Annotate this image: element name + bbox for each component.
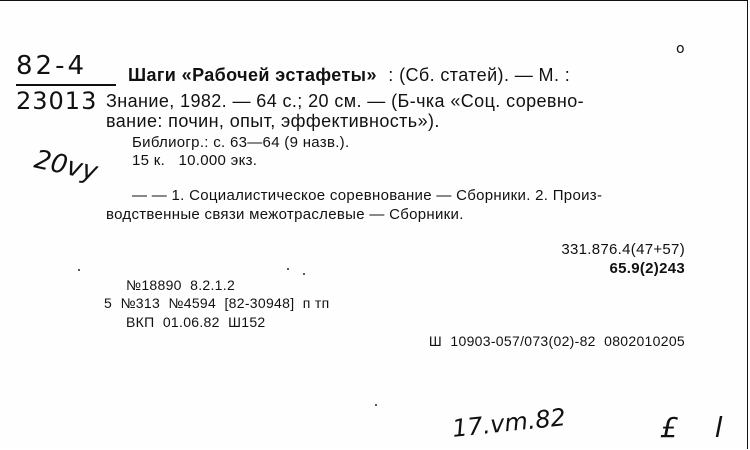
scan-speck	[287, 268, 289, 270]
scan-speck	[78, 269, 80, 271]
service-line-1: №18890 8.2.1.2	[126, 277, 236, 293]
handwritten-marginal-note: 20vy	[31, 144, 101, 188]
handwritten-initials: £ l	[660, 411, 737, 444]
entry-imprint-line: Знание, 1982. — 64 с.; 20 см. — (Б-чка «Соц. соревно-	[106, 91, 585, 111]
scan-speck	[375, 404, 377, 406]
handwritten-code-top: 82-4	[16, 51, 88, 81]
service-line-2: 5 №313 №4594 [82-30948] п тп	[104, 295, 330, 311]
service-line-3: ВКП 01.06.82 Ш152	[126, 314, 266, 330]
handwritten-date: 17.vm.82	[450, 403, 568, 443]
entry-bibliography: Библиогр.: с. 63—64 (9 назв.).	[132, 134, 350, 151]
entry-price-run: 15 к. 10.000 экз.	[132, 152, 258, 169]
udc-code: 331.876.4(47+57)	[561, 241, 685, 258]
handwritten-code-bottom: 23013	[16, 87, 98, 115]
handwritten-underline	[16, 84, 116, 86]
publisher-index: Ш 10903-057/073(02)-82 0802010205	[428, 333, 685, 349]
entry-title-rest: : (Сб. статей). — М. :	[388, 65, 571, 85]
entry-title-line	[128, 65, 570, 86]
scan-speck	[303, 273, 305, 275]
entry-series-line: вание: почин, опыт, эффективность»).	[106, 111, 440, 131]
subject-headings-line2: водственные связи межотраслевые — Сборники.	[106, 206, 464, 223]
bbk-code: 65.9(2)243	[609, 260, 685, 277]
entry-title: Шаги «Рабочей эстафеты»	[128, 65, 377, 85]
subject-headings-line1: — — 1. Социалистическое соревнование — Сборники. 2. Произ-	[132, 187, 603, 204]
handwritten-corner-mark: o	[676, 41, 685, 57]
